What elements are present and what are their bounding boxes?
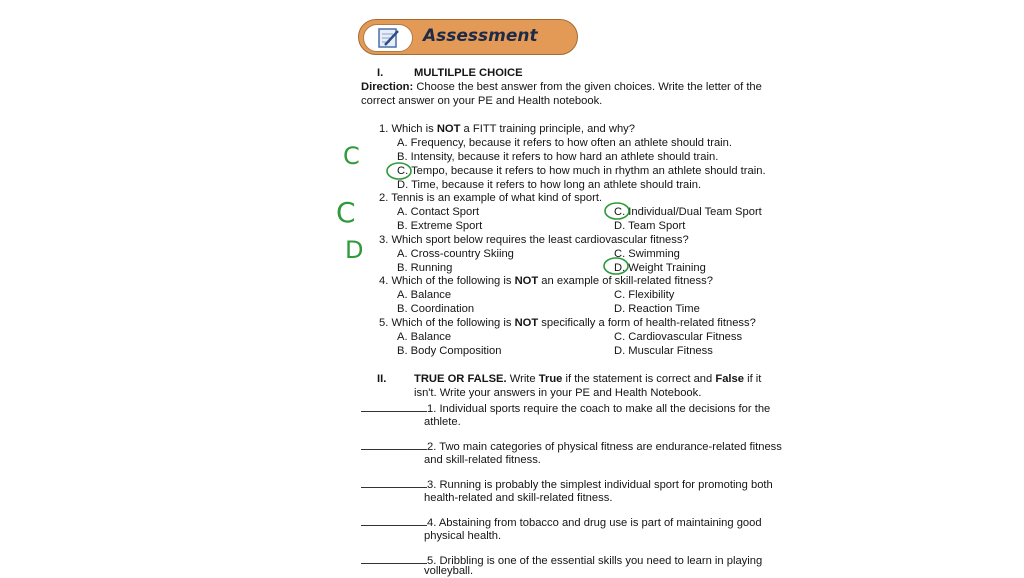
banner-title: Assessment: [423, 26, 538, 46]
q5-stem-post: specifically a form of health-related fitness?: [538, 317, 756, 329]
section2-inst-c: if it: [743, 373, 762, 385]
tf-item-1-line1: 1. Individual sports require the coach to make all the decisions for the: [427, 403, 771, 415]
q5-option-d: D. Muscular Fitness: [614, 345, 713, 357]
q3-option-d: D. Weight Training: [614, 262, 706, 274]
q4-stem-bold: NOT: [514, 275, 539, 287]
q5-stem-pre: 5. Which of the following is: [379, 317, 515, 329]
tf-item-5: [361, 553, 762, 568]
tf-item-5-line1: 5. Dribbling is one of the essential skills you need to learn in playing: [427, 555, 763, 567]
q1-stem-pre: 1. Which is: [379, 123, 437, 135]
handwritten-answer-q1: C: [343, 142, 360, 170]
tf-item-5-line2: volleyball.: [424, 565, 474, 577]
direction-text: Choose the best answer from the given choices. Write the letter of the: [413, 81, 762, 93]
q4-option-a: A. Balance: [397, 289, 452, 301]
section1-numeral: I.: [377, 67, 384, 79]
section2-inst-a: Write: [506, 373, 539, 385]
tf-item-1: [361, 401, 770, 416]
q4-option-d: D. Reaction Time: [614, 303, 700, 315]
handwritten-answer-q2: C: [336, 196, 356, 229]
q2-answer-circle: [605, 203, 629, 219]
q1-option-b: B. Intensity, because it refers to how hard an athlete should train.: [397, 151, 719, 163]
tf-item-3-line2: health-related and skill-related fitness.: [424, 492, 613, 504]
tf-answer-blank-2[interactable]: [361, 439, 427, 450]
q2-option-b: B. Extreme Sport: [397, 220, 483, 232]
q3-option-c: C. Swimming: [614, 248, 680, 260]
direction-line2: correct answer on your PE and Health notebook.: [361, 95, 603, 107]
tf-answer-blank-5[interactable]: [361, 553, 427, 564]
q5-option-b: B. Body Composition: [397, 345, 502, 357]
tf-answer-blank-1[interactable]: [361, 401, 427, 412]
tf-item-2: [361, 439, 782, 454]
q5-stem-bold: NOT: [514, 317, 539, 329]
q1-option-a: A. Frequency, because it refers to how often an athlete should train.: [397, 137, 732, 149]
section2-title: TRUE OR FALSE.: [414, 373, 507, 385]
tf-item-4: [361, 515, 762, 530]
q2-stem: 2. Tennis is an example of what kind of sport.: [379, 192, 603, 204]
tf-item-3-line1: 3. Running is probably the simplest individual sport for promoting both: [427, 479, 773, 491]
q1-option-c: C. Tempo, because it refers to how much in rhythm an athlete should train.: [397, 165, 766, 177]
section2-numeral: II.: [377, 373, 387, 385]
section2-true-word: True: [538, 373, 563, 385]
section2-false-word: False: [715, 373, 744, 385]
q2-option-a: A. Contact Sport: [397, 206, 480, 218]
section2-inst-line2: isn't. Write your answers in your PE and Health Notebook.: [414, 387, 702, 399]
q5-option-a: A. Balance: [397, 331, 452, 343]
q2-option-d: D. Team Sport: [614, 220, 686, 232]
tf-item-2-line2: and skill-related fitness.: [424, 454, 541, 466]
q5-option-c: C. Cardiovascular Fitness: [614, 331, 743, 343]
section2-heading: [414, 373, 761, 386]
q2-option-c: C. Individual/Dual Team Sport: [614, 206, 762, 218]
q3-option-a: A. Cross-country Skiing: [397, 248, 514, 260]
q1-stem-bold: NOT: [436, 123, 461, 135]
q1-stem-post: a FITT training principle, and why?: [460, 123, 635, 135]
q3-answer-circle: [604, 258, 628, 274]
q4-option-c: C. Flexibility: [614, 289, 675, 301]
q3-stem: 3. Which sport below requires the least cardiovascular fitness?: [379, 234, 689, 246]
q4-stem-post: an example of skill-related fitness?: [538, 275, 713, 287]
q3-option-b: B. Running: [397, 262, 453, 274]
tf-item-1-line2: athlete.: [424, 416, 461, 428]
q1-option-d: D. Time, because it refers to how long an athlete should train.: [397, 179, 702, 191]
section2-inst-b: if the statement is correct and: [562, 373, 716, 385]
section1-title: MULTILPLE CHOICE: [414, 67, 523, 79]
tf-item-3: [361, 477, 773, 492]
tf-item-4-line2: physical health.: [424, 530, 502, 542]
q4-option-b: B. Coordination: [397, 303, 475, 315]
tf-item-2-line1: 2. Two main categories of physical fitness are endurance-related fitness: [427, 441, 782, 453]
handwritten-answer-q3: D: [345, 236, 364, 264]
direction-label: Direction:: [361, 81, 414, 93]
q1-answer-circle: [387, 163, 411, 179]
tf-answer-blank-4[interactable]: [361, 515, 427, 526]
tf-answer-blank-3[interactable]: [361, 477, 427, 488]
q4-stem-pre: 4. Which of the following is: [379, 275, 515, 287]
tf-item-4-line1: 4. Abstaining from tobacco and drug use is part of maintaining good: [427, 517, 762, 529]
